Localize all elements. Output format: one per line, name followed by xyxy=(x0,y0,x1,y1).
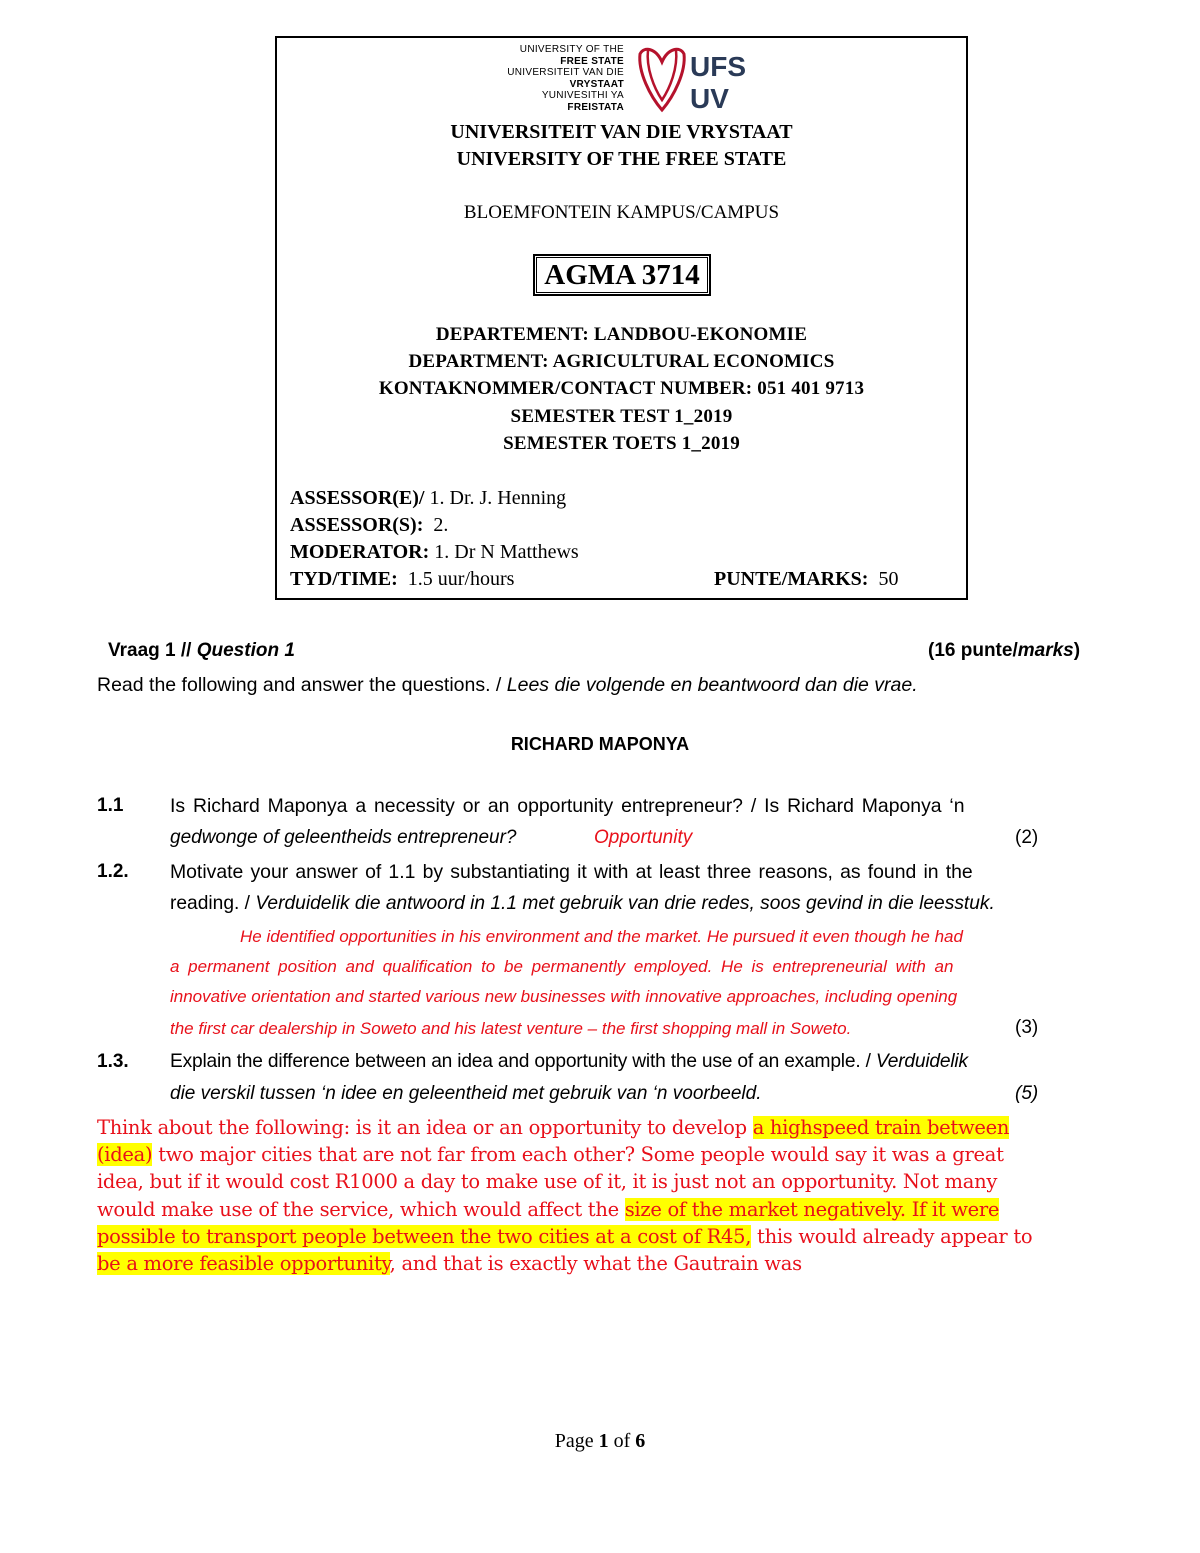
answer-text: this would already appear to xyxy=(751,1225,1033,1248)
assessor-2-value: 2. xyxy=(423,514,449,536)
logo-line: VRYSTAAT xyxy=(569,78,624,90)
assessor-2 xyxy=(290,514,448,537)
title-afrikaans: UNIVERSITEIT VAN DIE VRYSTAAT xyxy=(450,121,793,143)
question-marks-open: (16 punte/ xyxy=(928,640,1018,661)
q1-1-text-af: gedwonge of geleentheids entrepreneur? xyxy=(170,827,517,848)
q1-3-answer-line xyxy=(97,1198,999,1221)
assessor-1-value: 1. Dr. J. Henning xyxy=(424,487,567,509)
q1-3-answer-line xyxy=(97,1225,1032,1248)
semester-test: SEMESTER TEST 1_2019 xyxy=(510,406,733,427)
logo-abbr-ufs: UFS xyxy=(690,51,746,82)
logo-abbr-uv: UV xyxy=(690,83,729,114)
q1-3-answer-line xyxy=(97,1143,1004,1166)
moderator-label: MODERATOR: xyxy=(290,541,430,563)
q1-2-reading: reading. / xyxy=(170,893,256,914)
time-value: 1.5 uur/hours xyxy=(397,568,515,590)
question-heading-af: Vraag 1 // xyxy=(108,640,197,661)
marks-value: 50 xyxy=(868,568,899,590)
q1-1-marks: (2) xyxy=(1015,827,1039,848)
highlighted-text: be a more feasible opportunity xyxy=(97,1252,390,1275)
campus: BLOEMFONTEIN KAMPUS/CAMPUS xyxy=(463,202,780,223)
answer-text: Think about the following: is it an idea or an opportunity to develop xyxy=(97,1116,753,1139)
q1-3-answer-line xyxy=(97,1252,802,1275)
logo-line: FREE STATE xyxy=(560,55,624,67)
answer-text: two major cities that are not far from each other? Some people would say it was a great xyxy=(152,1143,1004,1166)
question-heading-en: Question 1 xyxy=(196,640,295,661)
logo-line: YUNIVESITHI YA xyxy=(541,90,624,102)
time xyxy=(290,568,514,591)
contact-number: KONTAKNOMMER/CONTACT NUMBER: 051 401 9713 xyxy=(378,378,865,399)
q1-3-text xyxy=(170,1051,968,1073)
of-word: of xyxy=(608,1430,636,1452)
q1-2-text-af: Verduidelik die antwoord in 1.1 met gebruik van drie redes, soos gevind in die leesstuk. xyxy=(255,893,995,914)
highlighted-text: possible to transport people between the two cities at a cost of R45, xyxy=(97,1225,752,1248)
q1-3-number: 1.3. xyxy=(97,1051,129,1072)
q1-2-marks: (3) xyxy=(1015,1017,1039,1038)
question-marks-close: ) xyxy=(1073,640,1081,661)
q1-3-answer-line: idea, but if it would cost R1000 a day to make use of it, it is just not an opportunity. Not many xyxy=(97,1170,998,1193)
ufs-logo-icon xyxy=(636,44,761,118)
total-pages: 6 xyxy=(635,1430,646,1452)
q1-2-answer-line: He identified opportunities in his environment and the market. He pursued it even though he had xyxy=(240,927,963,946)
q1-2-answer-line: a permanent position and qualification to be permanently employed. He is entrepreneurial with an xyxy=(170,957,954,976)
question-marks-italic: marks xyxy=(1017,640,1074,661)
course-code: AGMA 3714 xyxy=(533,254,711,296)
q1-2-answer-line: innovative orientation and started various new businesses with innovative approaches, including opening xyxy=(170,987,958,1006)
page-word: Page xyxy=(554,1430,599,1452)
semester-toets: SEMESTER TOETS 1_2019 xyxy=(503,433,740,454)
logo-line: UNIVERSITY OF THE xyxy=(519,44,624,55)
reading-title: RICHARD MAPONYA xyxy=(510,734,690,754)
instruction-af: Lees die volgende en beantwoord dan die vrae. xyxy=(506,674,918,696)
highlighted-text: size of the market negatively. If it were xyxy=(624,1198,1000,1221)
q1-3-text-af-start: Verduidelik xyxy=(875,1051,968,1072)
answer-text: , and that is exactly what the Gautrain was xyxy=(389,1252,802,1275)
time-label: TYD/TIME: xyxy=(290,568,398,590)
assessor-1 xyxy=(290,487,566,510)
answer-text: would make use of the service, which would affect the xyxy=(97,1198,625,1221)
assessor-1-label: ASSESSOR(E)/ xyxy=(290,487,425,509)
marks xyxy=(714,568,898,591)
title-english: UNIVERSITY OF THE FREE STATE xyxy=(456,148,787,170)
q1-2-text: Motivate your answer of 1.1 by substantiating it with at least three reasons, as found in the xyxy=(170,861,973,883)
highlighted-text: (idea) xyxy=(97,1143,153,1166)
q1-2-answer-line: the first car dealership in Soweto and his latest venture – the first shopping mall in Soweto. xyxy=(170,1019,852,1038)
q1-3-text-en: Explain the difference between an idea and opportunity with the use of an example. / xyxy=(170,1051,876,1072)
q1-2-number: 1.2. xyxy=(97,861,129,882)
q1-3-marks: (5) xyxy=(1015,1083,1039,1104)
q1-1-answer: Opportunity xyxy=(594,827,693,848)
moderator-value: 1. Dr N Matthews xyxy=(429,541,579,563)
department-english: DEPARTMENT: AGRICULTURAL ECONOMICS xyxy=(408,351,835,372)
instruction xyxy=(97,674,918,697)
current-page: 1 xyxy=(598,1430,609,1452)
assessor-2-label: ASSESSOR(S): xyxy=(290,514,424,536)
moderator xyxy=(290,541,579,564)
university-logo-text xyxy=(470,44,624,114)
question-heading xyxy=(108,640,295,662)
marks-label: PUNTE/MARKS: xyxy=(714,568,869,590)
q1-3-text-af: die verskil tussen ‘n idee en geleentheid met gebruik van ‘n voorbeeld. xyxy=(170,1083,762,1104)
q1-2-text-line2 xyxy=(170,893,995,915)
page-number xyxy=(0,1430,1200,1453)
instruction-en: Read the following and answer the questions. / xyxy=(97,674,507,696)
q1-1-number: 1.1 xyxy=(97,795,124,816)
department-afrikaans: DEPARTEMENT: LANDBOU-EKONOMIE xyxy=(435,324,808,345)
q1-1-text: Is Richard Maponya a necessity or an opportunity entrepreneur? / Is Richard Maponya ‘n xyxy=(170,795,965,817)
logo-line: FREISTATA xyxy=(567,101,624,113)
logo-line: UNIVERSITEIT VAN DIE xyxy=(507,67,624,79)
q1-3-answer-line xyxy=(97,1116,1009,1139)
question-marks xyxy=(928,640,1080,662)
highlighted-text: a highspeed train between xyxy=(752,1116,1010,1139)
